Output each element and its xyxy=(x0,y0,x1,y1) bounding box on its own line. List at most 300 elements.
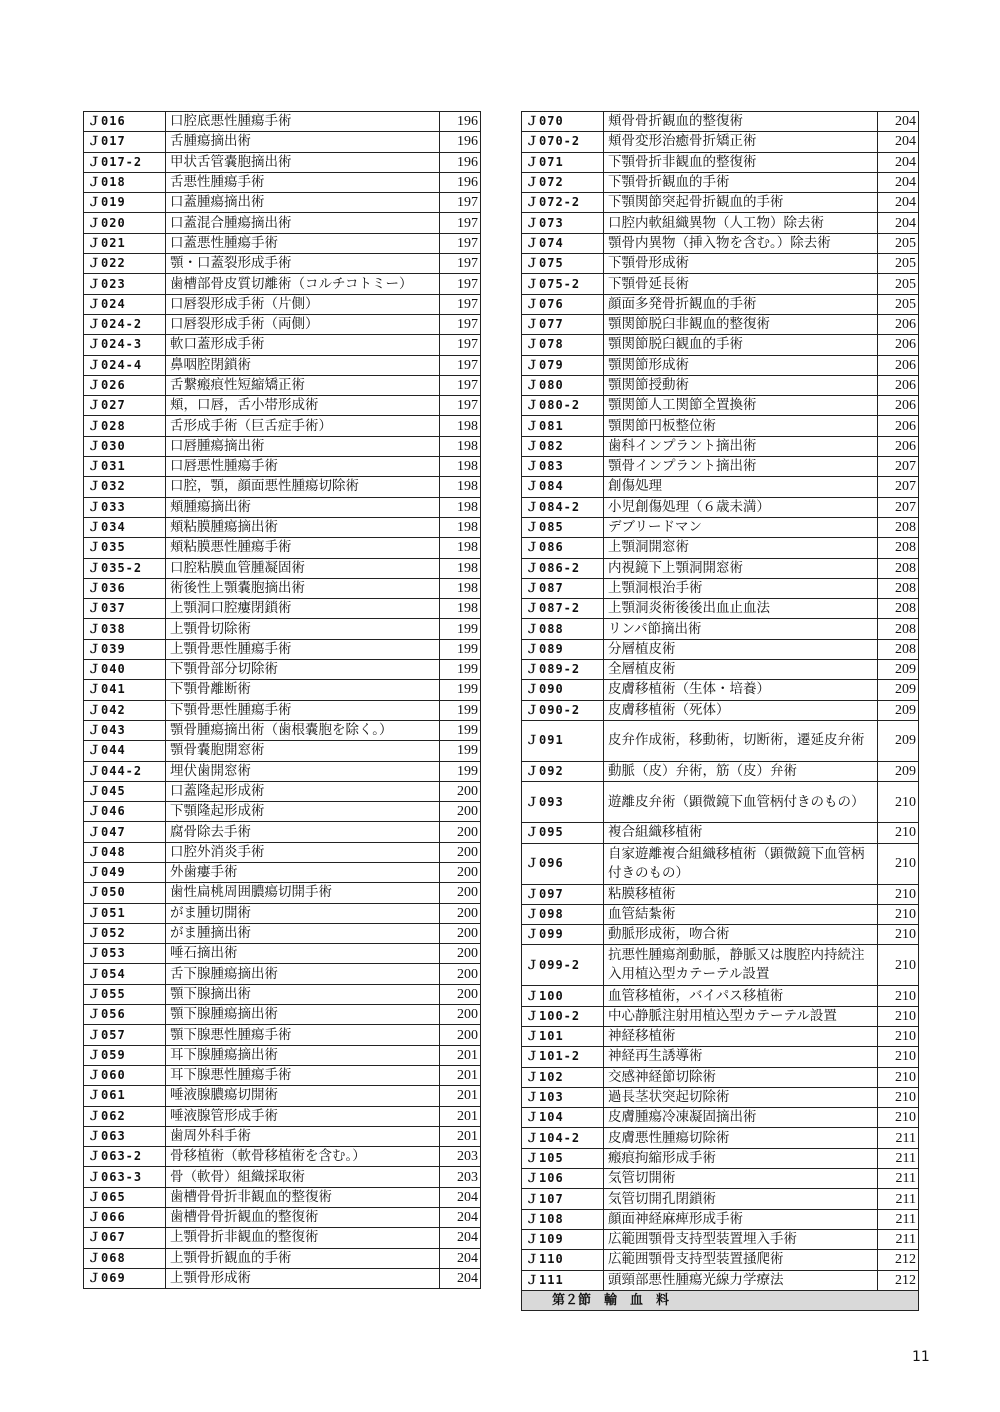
row-procedure-name: 唾石摘出術 xyxy=(166,944,440,964)
row-procedure-name: 口腔内軟組織異物（人工物）除去術 xyxy=(604,213,878,233)
row-procedure-name: 動脈（皮）弁術，筋（皮）弁術 xyxy=(604,761,878,781)
row-page-number: 203 xyxy=(440,1167,481,1187)
row-procedure-name: 顎骨腫瘍摘出術（歯根嚢胞を除く。） xyxy=(166,720,440,740)
row-code: Ｊ084-2 xyxy=(522,497,604,517)
row-page-number: 211 xyxy=(878,1169,919,1189)
table-row xyxy=(84,1228,481,1248)
row-page-number: 200 xyxy=(440,842,481,862)
table-row xyxy=(84,802,481,822)
row-code: Ｊ019 xyxy=(84,193,166,213)
row-code: Ｊ041 xyxy=(84,680,166,700)
row-code: Ｊ045 xyxy=(84,781,166,801)
row-page-number: 199 xyxy=(440,761,481,781)
table-row xyxy=(522,314,919,334)
row-page-number: 197 xyxy=(440,213,481,233)
table-row xyxy=(84,396,481,416)
table-row xyxy=(84,842,481,862)
row-page-number: 198 xyxy=(440,497,481,517)
row-procedure-name: 口腔粘膜血管腫凝固術 xyxy=(166,558,440,578)
table-row xyxy=(522,782,919,823)
table-row xyxy=(84,1248,481,1268)
table-row xyxy=(522,396,919,416)
row-page-number: 198 xyxy=(440,436,481,456)
row-code: Ｊ062 xyxy=(84,1106,166,1126)
row-procedure-name: 鼻咽腔閉鎖術 xyxy=(166,355,440,375)
row-procedure-name: 下顎関節突起骨折観血的手術 xyxy=(604,193,878,213)
table-row xyxy=(84,1045,481,1065)
table-row xyxy=(84,761,481,781)
row-page-number: 210 xyxy=(878,925,919,945)
row-procedure-name: 上顎骨折観血的手術 xyxy=(166,1248,440,1268)
page-number: 11 xyxy=(912,1349,930,1365)
row-page-number: 207 xyxy=(878,477,919,497)
table-row xyxy=(84,720,481,740)
table-row xyxy=(84,1065,481,1085)
row-code: Ｊ074 xyxy=(522,233,604,253)
row-procedure-name: 歯科インプラント摘出術 xyxy=(604,436,878,456)
table-row xyxy=(522,132,919,152)
row-procedure-name: 下顎骨部分切除術 xyxy=(166,660,440,680)
row-page-number: 200 xyxy=(440,802,481,822)
row-procedure-name: 顎関節授動術 xyxy=(604,375,878,395)
row-page-number: 210 xyxy=(878,884,919,904)
row-page-number: 206 xyxy=(878,355,919,375)
row-page-number: 201 xyxy=(440,1045,481,1065)
row-page-number: 206 xyxy=(878,436,919,456)
row-code: Ｊ080-2 xyxy=(522,396,604,416)
row-page-number: 200 xyxy=(440,781,481,801)
table-row xyxy=(522,1026,919,1046)
row-page-number: 211 xyxy=(878,1148,919,1168)
table-row xyxy=(522,1229,919,1249)
row-procedure-name: 口唇裂形成手術（片側） xyxy=(166,294,440,314)
table-row xyxy=(522,294,919,314)
row-code: Ｊ088 xyxy=(522,619,604,639)
row-page-number: 206 xyxy=(878,416,919,436)
row-page-number: 210 xyxy=(878,945,919,986)
row-procedure-name: 頭頸部悪性腫瘍光線力学療法 xyxy=(604,1270,878,1290)
row-page-number: 207 xyxy=(878,457,919,477)
row-page-number: 199 xyxy=(440,660,481,680)
row-page-number: 197 xyxy=(440,396,481,416)
row-page-number: 199 xyxy=(440,619,481,639)
section-header: 第２節 輸 血 料 xyxy=(522,1290,919,1310)
row-procedure-name: 口唇腫瘍摘出術 xyxy=(166,436,440,456)
table-row xyxy=(84,233,481,253)
row-procedure-name: 遊離皮弁術（顕微鏡下血管柄付きのもの） xyxy=(604,782,878,823)
table-row xyxy=(522,823,919,843)
row-page-number: 198 xyxy=(440,578,481,598)
table-row xyxy=(522,1270,919,1290)
row-code: Ｊ070-2 xyxy=(522,132,604,152)
row-code: Ｊ103 xyxy=(522,1087,604,1107)
row-code: Ｊ027 xyxy=(84,396,166,416)
table-row xyxy=(522,1006,919,1026)
table-row xyxy=(84,599,481,619)
row-page-number: 209 xyxy=(878,720,919,761)
table-row xyxy=(522,274,919,294)
row-code: Ｊ068 xyxy=(84,1248,166,1268)
row-page-number: 212 xyxy=(878,1270,919,1290)
row-page-number: 197 xyxy=(440,314,481,334)
row-code: Ｊ106 xyxy=(522,1169,604,1189)
row-code: Ｊ017-2 xyxy=(84,152,166,172)
row-code: Ｊ051 xyxy=(84,903,166,923)
row-code: Ｊ066 xyxy=(84,1208,166,1228)
row-procedure-name: 口腔外消炎手術 xyxy=(166,842,440,862)
row-code: Ｊ109 xyxy=(522,1229,604,1249)
row-page-number: 198 xyxy=(440,517,481,537)
row-page-number: 199 xyxy=(440,720,481,740)
row-code: Ｊ072 xyxy=(522,172,604,192)
row-procedure-name: 口腔底悪性腫瘍手術 xyxy=(166,112,440,132)
row-procedure-name: 上顎洞根治手術 xyxy=(604,578,878,598)
table-row xyxy=(84,822,481,842)
row-code: Ｊ060 xyxy=(84,1065,166,1085)
row-page-number: 206 xyxy=(878,396,919,416)
row-page-number: 204 xyxy=(878,112,919,132)
row-procedure-name: がま腫摘出術 xyxy=(166,923,440,943)
row-page-number: 212 xyxy=(878,1250,919,1270)
table-row xyxy=(522,945,919,986)
table-row xyxy=(84,477,481,497)
right-index-table xyxy=(521,111,919,1311)
table-row xyxy=(522,599,919,619)
row-code: Ｊ048 xyxy=(84,842,166,862)
row-procedure-name: 舌腫瘍摘出術 xyxy=(166,132,440,152)
row-page-number: 197 xyxy=(440,193,481,213)
row-page-number: 198 xyxy=(440,599,481,619)
row-page-number: 200 xyxy=(440,1025,481,1045)
table-row xyxy=(84,497,481,517)
row-procedure-name: 舌繋瘢痕性短縮矯正術 xyxy=(166,375,440,395)
table-row xyxy=(522,1108,919,1128)
row-code: Ｊ078 xyxy=(522,335,604,355)
row-page-number: 211 xyxy=(878,1128,919,1148)
row-procedure-name: 下顎骨延長術 xyxy=(604,274,878,294)
row-procedure-name: 内視鏡下上顎洞開窓術 xyxy=(604,558,878,578)
row-procedure-name: 血管結紮術 xyxy=(604,904,878,924)
row-procedure-name: 上顎骨切除術 xyxy=(166,619,440,639)
row-code: Ｊ052 xyxy=(84,923,166,943)
row-procedure-name: 下顎骨離断術 xyxy=(166,680,440,700)
row-procedure-name: 口唇裂形成手術（両側） xyxy=(166,314,440,334)
row-page-number: 198 xyxy=(440,538,481,558)
row-procedure-name: 皮膚移植術（死体） xyxy=(604,700,878,720)
table-row xyxy=(522,1128,919,1148)
row-procedure-name: がま腫切開術 xyxy=(166,903,440,923)
row-code: Ｊ090-2 xyxy=(522,700,604,720)
row-code: Ｊ087-2 xyxy=(522,599,604,619)
row-procedure-name: 顎関節人工関節全置換術 xyxy=(604,396,878,416)
row-code: Ｊ076 xyxy=(522,294,604,314)
table-row xyxy=(84,578,481,598)
row-page-number: 206 xyxy=(878,375,919,395)
table-row xyxy=(522,517,919,537)
table-row xyxy=(522,843,919,884)
table-row xyxy=(522,1169,919,1189)
row-code: Ｊ073 xyxy=(522,213,604,233)
row-procedure-name: 頬骨変形治癒骨折矯正術 xyxy=(604,132,878,152)
table-row xyxy=(84,660,481,680)
row-page-number: 210 xyxy=(878,1047,919,1067)
row-procedure-name: 骨（軟骨）組織採取術 xyxy=(166,1167,440,1187)
row-page-number: 210 xyxy=(878,1087,919,1107)
row-procedure-name: 頬腫瘍摘出術 xyxy=(166,497,440,517)
row-code: Ｊ101 xyxy=(522,1026,604,1046)
row-code: Ｊ033 xyxy=(84,497,166,517)
row-page-number: 205 xyxy=(878,294,919,314)
table-row xyxy=(84,984,481,1004)
row-code: Ｊ063 xyxy=(84,1126,166,1146)
row-code: Ｊ095 xyxy=(522,823,604,843)
row-page-number: 210 xyxy=(878,1108,919,1128)
row-code: Ｊ104 xyxy=(522,1108,604,1128)
row-procedure-name: 皮膚悪性腫瘍切除術 xyxy=(604,1128,878,1148)
row-page-number: 204 xyxy=(878,193,919,213)
row-procedure-name: 気管切開術 xyxy=(604,1169,878,1189)
table-row xyxy=(522,213,919,233)
row-code: Ｊ090 xyxy=(522,680,604,700)
table-row xyxy=(522,457,919,477)
row-page-number: 208 xyxy=(878,558,919,578)
table-row xyxy=(522,639,919,659)
table-row xyxy=(84,375,481,395)
row-procedure-name: 舌悪性腫瘍手術 xyxy=(166,172,440,192)
row-page-number: 204 xyxy=(440,1268,481,1288)
table-row xyxy=(522,112,919,132)
row-procedure-name: 分層植皮術 xyxy=(604,639,878,659)
row-page-number: 196 xyxy=(440,172,481,192)
row-page-number: 199 xyxy=(440,680,481,700)
row-page-number: 208 xyxy=(878,599,919,619)
row-page-number: 200 xyxy=(440,923,481,943)
row-procedure-name: 頬粘膜悪性腫瘍手術 xyxy=(166,538,440,558)
row-procedure-name: 術後性上顎嚢胞摘出術 xyxy=(166,578,440,598)
row-procedure-name: 顎骨内異物（挿入物を含む。）除去術 xyxy=(604,233,878,253)
row-procedure-name: 唾液腺管形成手術 xyxy=(166,1106,440,1126)
left-index-table xyxy=(83,111,481,1289)
row-code: Ｊ061 xyxy=(84,1086,166,1106)
row-page-number: 204 xyxy=(440,1248,481,1268)
table-row xyxy=(522,172,919,192)
row-code: Ｊ079 xyxy=(522,355,604,375)
table-row xyxy=(84,1167,481,1187)
row-code: Ｊ067 xyxy=(84,1228,166,1248)
row-page-number: 208 xyxy=(878,639,919,659)
table-row xyxy=(522,1209,919,1229)
row-procedure-name: 自家遊離複合組織移植術（顕微鏡下血管柄付きのもの） xyxy=(604,843,878,884)
row-code: Ｊ063-2 xyxy=(84,1147,166,1167)
table-row xyxy=(84,558,481,578)
row-page-number: 200 xyxy=(440,903,481,923)
row-procedure-name: 皮膚腫瘍冷凍凝固摘出術 xyxy=(604,1108,878,1128)
table-row xyxy=(522,660,919,680)
row-code: Ｊ046 xyxy=(84,802,166,822)
row-code: Ｊ024-2 xyxy=(84,314,166,334)
row-code: Ｊ096 xyxy=(522,843,604,884)
table-row xyxy=(84,436,481,456)
row-page-number: 208 xyxy=(878,578,919,598)
row-procedure-name: 上顎骨形成術 xyxy=(166,1268,440,1288)
row-code: Ｊ057 xyxy=(84,1025,166,1045)
row-procedure-name: 口蓋腫瘍摘出術 xyxy=(166,193,440,213)
row-code: Ｊ063-3 xyxy=(84,1167,166,1187)
row-code: Ｊ024-4 xyxy=(84,355,166,375)
row-page-number: 205 xyxy=(878,233,919,253)
table-row xyxy=(84,1025,481,1045)
row-procedure-name: 全層植皮術 xyxy=(604,660,878,680)
row-procedure-name: 口腔，顎，顔面悪性腫瘍切除術 xyxy=(166,477,440,497)
table-row xyxy=(522,193,919,213)
row-code: Ｊ072-2 xyxy=(522,193,604,213)
table-row xyxy=(84,639,481,659)
table-row xyxy=(522,436,919,456)
row-procedure-name: 歯槽骨骨折非観血的整復術 xyxy=(166,1187,440,1207)
row-page-number: 201 xyxy=(440,1126,481,1146)
row-code: Ｊ087 xyxy=(522,578,604,598)
row-code: Ｊ086 xyxy=(522,538,604,558)
row-procedure-name: 顔面多発骨折観血的手術 xyxy=(604,294,878,314)
table-row xyxy=(522,925,919,945)
table-row xyxy=(522,1250,919,1270)
row-procedure-name: 下顎隆起形成術 xyxy=(166,802,440,822)
row-code: Ｊ082 xyxy=(522,436,604,456)
row-code: Ｊ093 xyxy=(522,782,604,823)
row-procedure-name: 歯槽部骨皮質切離術（コルチコトミー） xyxy=(166,274,440,294)
row-code: Ｊ028 xyxy=(84,416,166,436)
row-procedure-name: 上顎洞開窓術 xyxy=(604,538,878,558)
row-code: Ｊ043 xyxy=(84,720,166,740)
table-row xyxy=(84,883,481,903)
row-code: Ｊ035-2 xyxy=(84,558,166,578)
row-page-number: 198 xyxy=(440,416,481,436)
table-row xyxy=(522,884,919,904)
row-procedure-name: 交感神経節切除術 xyxy=(604,1067,878,1087)
row-page-number: 200 xyxy=(440,964,481,984)
row-page-number: 200 xyxy=(440,1005,481,1025)
row-page-number: 200 xyxy=(440,862,481,882)
row-procedure-name: 広範囲顎骨支持型装置埋入手術 xyxy=(604,1229,878,1249)
row-page-number: 200 xyxy=(440,883,481,903)
row-code: Ｊ080 xyxy=(522,375,604,395)
table-row xyxy=(522,558,919,578)
row-code: Ｊ077 xyxy=(522,314,604,334)
table-row xyxy=(84,1187,481,1207)
table-row xyxy=(84,1086,481,1106)
row-page-number: 210 xyxy=(878,1026,919,1046)
row-procedure-name: 上顎洞口腔瘻閉鎖術 xyxy=(166,599,440,619)
row-page-number: 198 xyxy=(440,457,481,477)
row-page-number: 211 xyxy=(878,1189,919,1209)
table-row xyxy=(522,720,919,761)
row-page-number: 200 xyxy=(440,944,481,964)
row-procedure-name: 上顎骨折非観血的整復術 xyxy=(166,1228,440,1248)
row-page-number: 204 xyxy=(878,152,919,172)
row-code: Ｊ098 xyxy=(522,904,604,924)
row-page-number: 210 xyxy=(878,986,919,1006)
table-row xyxy=(84,335,481,355)
row-code: Ｊ086-2 xyxy=(522,558,604,578)
row-page-number: 200 xyxy=(440,822,481,842)
row-procedure-name: リンパ節摘出術 xyxy=(604,619,878,639)
row-code: Ｊ021 xyxy=(84,233,166,253)
row-page-number: 198 xyxy=(440,477,481,497)
row-procedure-name: 口唇悪性腫瘍手術 xyxy=(166,457,440,477)
row-procedure-name: 動脈形成術，吻合術 xyxy=(604,925,878,945)
row-page-number: 209 xyxy=(878,761,919,781)
row-code: Ｊ107 xyxy=(522,1189,604,1209)
row-code: Ｊ024-3 xyxy=(84,335,166,355)
row-code: Ｊ031 xyxy=(84,457,166,477)
row-code: Ｊ065 xyxy=(84,1187,166,1207)
row-code: Ｊ044 xyxy=(84,741,166,761)
row-procedure-name: 血管移植術，バイパス移植術 xyxy=(604,986,878,1006)
row-code: Ｊ035 xyxy=(84,538,166,558)
row-page-number: 209 xyxy=(878,660,919,680)
row-page-number: 201 xyxy=(440,1086,481,1106)
table-row xyxy=(84,923,481,943)
row-page-number: 204 xyxy=(440,1187,481,1207)
row-page-number: 201 xyxy=(440,1106,481,1126)
row-procedure-name: 上顎洞炎術後後出血止血法 xyxy=(604,599,878,619)
row-code: Ｊ091 xyxy=(522,720,604,761)
row-page-number: 196 xyxy=(440,152,481,172)
row-page-number: 204 xyxy=(878,213,919,233)
row-page-number: 210 xyxy=(878,1006,919,1026)
row-page-number: 209 xyxy=(878,700,919,720)
table-row xyxy=(522,477,919,497)
row-page-number: 208 xyxy=(878,538,919,558)
row-code: Ｊ026 xyxy=(84,375,166,395)
row-code: Ｊ099 xyxy=(522,925,604,945)
row-procedure-name: 歯周外科手術 xyxy=(166,1126,440,1146)
row-procedure-name: 顎・口蓋裂形成手術 xyxy=(166,254,440,274)
row-procedure-name: 創傷処理 xyxy=(604,477,878,497)
table-row xyxy=(522,335,919,355)
row-code: Ｊ081 xyxy=(522,416,604,436)
table-row xyxy=(522,254,919,274)
table-row xyxy=(84,172,481,192)
row-procedure-name: 耳下腺悪性腫瘍手術 xyxy=(166,1065,440,1085)
row-procedure-name: 下顎骨形成術 xyxy=(604,254,878,274)
table-row xyxy=(522,497,919,517)
table-row xyxy=(522,986,919,1006)
row-code: Ｊ075 xyxy=(522,254,604,274)
row-procedure-name: 口蓋混合腫瘍摘出術 xyxy=(166,213,440,233)
table-row xyxy=(84,152,481,172)
row-procedure-name: 顎骨嚢胞開窓術 xyxy=(166,741,440,761)
row-code: Ｊ044-2 xyxy=(84,761,166,781)
row-code: Ｊ089-2 xyxy=(522,660,604,680)
row-code: Ｊ042 xyxy=(84,700,166,720)
table-row xyxy=(522,1067,919,1087)
row-page-number: 204 xyxy=(878,172,919,192)
row-page-number: 210 xyxy=(878,843,919,884)
table-row xyxy=(522,1087,919,1107)
row-code: Ｊ050 xyxy=(84,883,166,903)
row-procedure-name: 軟口蓋形成手術 xyxy=(166,335,440,355)
row-page-number: 196 xyxy=(440,132,481,152)
table-row xyxy=(522,416,919,436)
row-code: Ｊ034 xyxy=(84,517,166,537)
row-code: Ｊ100 xyxy=(522,986,604,1006)
row-procedure-name: 神経再生誘導術 xyxy=(604,1047,878,1067)
table-row xyxy=(84,193,481,213)
row-procedure-name: 神経移植術 xyxy=(604,1026,878,1046)
table-row xyxy=(522,375,919,395)
row-page-number: 199 xyxy=(440,639,481,659)
